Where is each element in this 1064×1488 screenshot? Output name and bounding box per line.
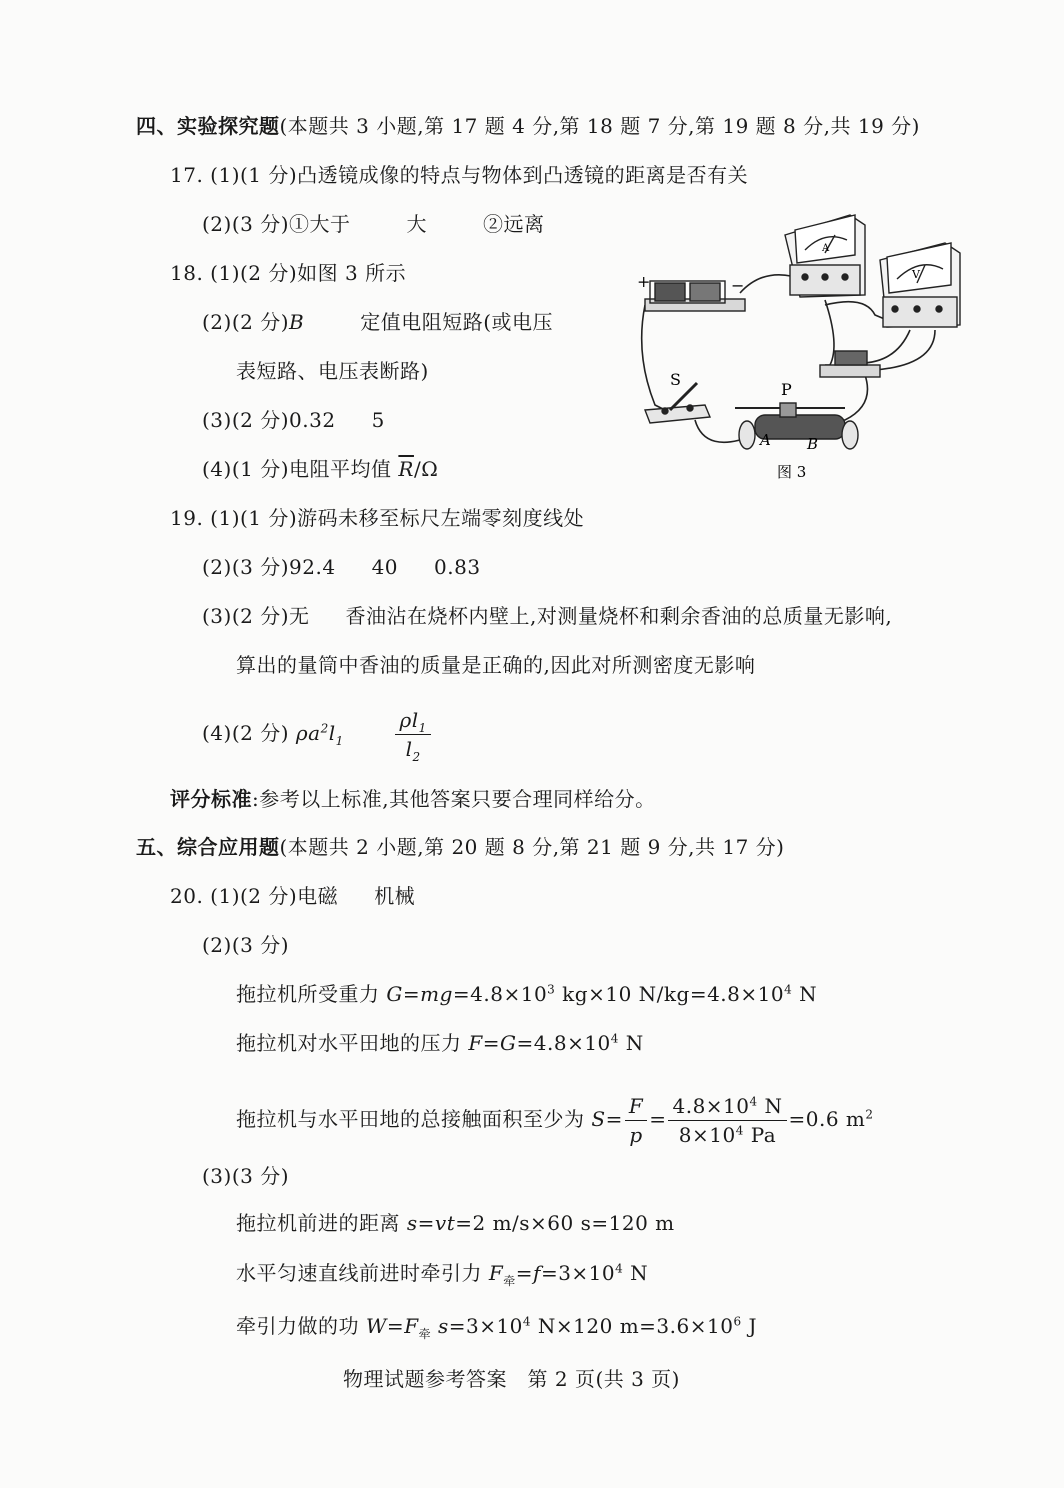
q19-part2 [202, 554, 481, 580]
q18-part3-label: (3)(2 分)0.32 [202, 408, 336, 432]
q18-part3 [202, 407, 385, 433]
voltmeter-symbol: V [912, 268, 920, 281]
ammeter-symbol: A [822, 243, 830, 254]
q20-part1 [170, 883, 415, 909]
q19-part4-label: (4)(2 分) [202, 721, 290, 745]
q20-distance-text: 拖拉机前进的距离 [236, 1211, 400, 1235]
q20-work-text: 牵引力做的功 [236, 1314, 359, 1338]
q18-part1: 18. (1)(2 分)如图 3 所示 [170, 261, 407, 285]
q20-work-line [236, 1313, 757, 1339]
q17-part1: 17. (1)(1 分)凸透镜成像的特点与物体到凸透镜的距离是否有关 [170, 163, 749, 187]
q20-work-formula: $W=F_牵$ $s=3\times 10^4$ N×120 $m=3.6\times 10^6$ J [365, 1314, 757, 1341]
q17-part2 [202, 211, 545, 237]
wire-ammeter-voltmeter [825, 302, 887, 320]
q20-area-formula: S= $\frac{F}{p}$ = $\frac{4.8\times 10^4 N}{8\times 10^4 Pa}$ =0.6 $m^2$ [591, 1094, 874, 1147]
q20-part1-label: 20. (1)(2 分)电磁 [170, 884, 339, 908]
rheostat-p-label: P [781, 380, 792, 399]
circuit-figure [625, 205, 965, 485]
q20-traction-text: 水平匀速直线前进时牵引力 [236, 1261, 482, 1285]
q19-formula-mass: $\rho a^2l_1$ [295, 721, 344, 748]
q20-traction-line [236, 1260, 648, 1286]
q19-part2-b: 40 [371, 555, 399, 579]
q19-part1: 19. (1)(1 分)游码未移至标尺左端零刻度线处 [170, 506, 585, 530]
q20-gravity-formula: $G=mg=4.8\times 10^3$ kg×10 $N/kg=4.8\times 10^4$ N [386, 982, 818, 1006]
q20-area-line [236, 1094, 874, 1147]
q19-part3-continued: 算出的量筒中香油的质量是正确的,因此对所测密度无影响 [236, 653, 756, 677]
q18-part2 [202, 309, 553, 335]
q19-part3-text: 香油沾在烧杯内壁上,对测量烧杯和剩余香油的总质量无影响, [345, 604, 893, 628]
section-4-title: 四、实验探究题 [136, 114, 280, 138]
q18-part2-continued: 表短路、电压表断路) [236, 359, 429, 383]
section-4-heading [136, 113, 920, 139]
q19-part4 [202, 708, 433, 764]
section-5-heading [136, 834, 785, 860]
battery [645, 281, 745, 311]
q20-gravity-text: 拖拉机所受重力 [236, 982, 380, 1006]
q18-choice: B [289, 310, 305, 334]
wire-ammeter-resistor [825, 300, 834, 365]
battery-plus: + [637, 272, 651, 291]
rheostat [735, 403, 858, 449]
q19-part2-label: (2)(3 分)92.4 [202, 555, 336, 579]
fixed-resistor [820, 351, 880, 377]
q19-formula-density: $\frac{\rho l_1}{l_2}$ [395, 708, 430, 761]
grading-label: 评分标准 [170, 787, 252, 811]
q18-part3-b: 5 [371, 408, 385, 432]
q18-part2-label: (2)(2 分) [202, 310, 290, 334]
figure-caption: 图 3 [777, 463, 807, 481]
q20-area-text: 拖拉机与水平田地的总接触面积至少为 [236, 1107, 585, 1131]
q20-gravity-line [236, 981, 817, 1007]
q20-part3-label: (3)(3 分) [202, 1164, 290, 1188]
q18-part4-label: (4)(1 分)电阻平均值 [202, 457, 392, 481]
q17-answer-a: 大 [406, 212, 428, 236]
voltmeter [880, 243, 960, 327]
q18-part2-text: 定值电阻短路(或电压 [360, 310, 554, 334]
q17-answer-b: ②远离 [483, 212, 545, 236]
q18-part4 [202, 456, 438, 482]
q17-part2-label: (2)(3 分)①大于 [202, 212, 351, 236]
ammeter [785, 215, 865, 297]
section-5-title: 五、综合应用题 [136, 835, 280, 859]
q20-traction-formula: $F_牵=f=3\times 10^4$ N [488, 1261, 649, 1288]
q20-distance-line [236, 1210, 675, 1236]
q20-part2-label: (2)(3 分) [202, 933, 290, 957]
rheostat-a-label: A [760, 431, 771, 449]
q18-mean-r: $\overline{R}$ [398, 457, 414, 481]
grading-text: :参考以上标准,其他答案只要合理同样给分。 [252, 787, 656, 811]
section-4-note: (本题共 3 小题,第 17 题 4 分,第 18 题 7 分,第 19 题 8 分,共 19 分) [279, 114, 920, 138]
q19-part3-label: (3)(2 分)无 [202, 604, 310, 628]
q20-part1-b: 机械 [374, 884, 416, 908]
wire-resistor-rheostat [840, 375, 868, 420]
grading-standard [170, 786, 656, 812]
switch-label: S [670, 370, 681, 389]
battery-minus: − [731, 276, 745, 295]
q19-part2-c: 0.83 [434, 555, 481, 579]
q19-part3 [202, 603, 892, 629]
wire-voltmeter-resistor-right [875, 330, 935, 370]
q20-pressure-force-formula: $F=G=4.8\times 10^4$ N [468, 1031, 644, 1055]
rheostat-b-label: B [807, 435, 819, 453]
wire-battery-switch [642, 305, 665, 410]
q20-pressure-force-text: 拖拉机对水平田地的压力 [236, 1031, 462, 1055]
q20-pressure-force-line [236, 1030, 644, 1056]
q20-distance-formula: s=vt=2 m/s×60 s=120 m [406, 1211, 675, 1235]
section-5-note: (本题共 2 小题,第 20 题 8 分,第 21 题 9 分,共 17 分) [279, 835, 785, 859]
q18-unit: /Ω [413, 457, 439, 481]
page-footer: 物理试题参考答案 第 2 页(共 3 页) [343, 1367, 680, 1391]
